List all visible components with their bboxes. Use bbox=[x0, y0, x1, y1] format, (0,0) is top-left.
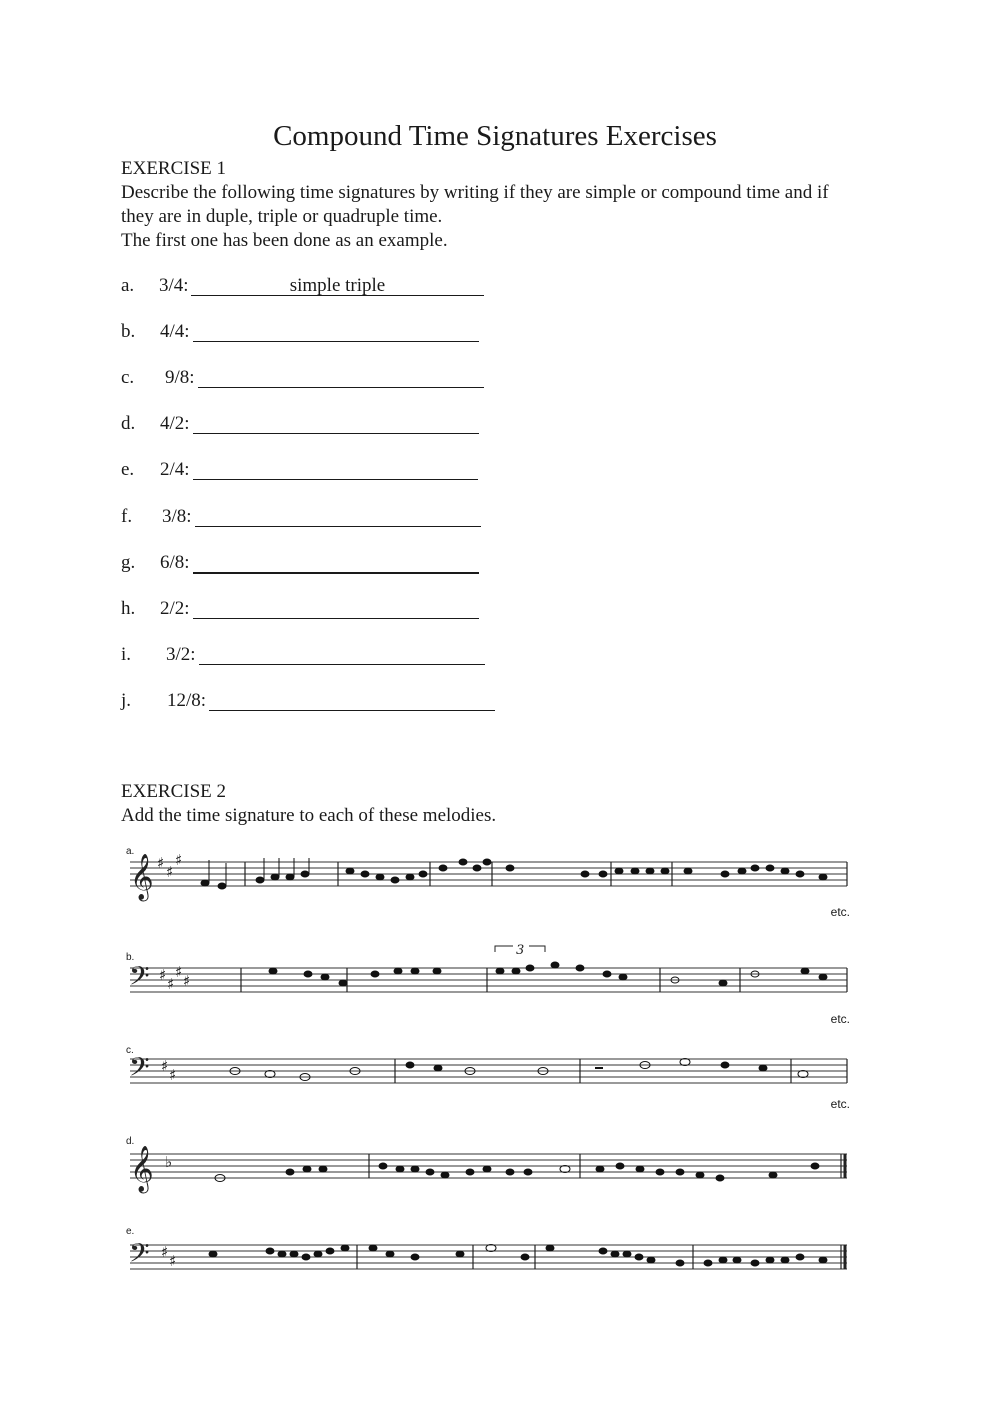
svg-text:♯: ♯ bbox=[166, 863, 174, 881]
question-letter: c. bbox=[121, 367, 135, 388]
question-letter: j. bbox=[121, 690, 132, 711]
key-signature-icon bbox=[161, 1243, 176, 1270]
answer-field[interactable] bbox=[199, 643, 485, 665]
question-letter: b. bbox=[121, 321, 136, 342]
question-letter: g. bbox=[121, 552, 136, 573]
svg-text:♯: ♯ bbox=[175, 851, 183, 869]
page-title: Compound Time Signatures Exercises bbox=[273, 120, 717, 152]
bass-clef-icon: 𝄢 bbox=[129, 960, 150, 998]
answer-field[interactable] bbox=[193, 551, 479, 574]
melody-a bbox=[125, 846, 850, 922]
melody-label: e. bbox=[126, 1226, 135, 1237]
question-letter: e. bbox=[121, 459, 135, 480]
key-signature-icon: ♭ bbox=[165, 1153, 173, 1171]
svg-text:♯: ♯ bbox=[157, 854, 165, 872]
treble-clef-icon: 𝄞 bbox=[130, 854, 154, 900]
treble-clef-icon: 𝄞 bbox=[130, 1146, 154, 1192]
time-signature: 4/4: bbox=[160, 321, 190, 342]
time-signature: 2/4: bbox=[160, 459, 190, 480]
svg-text:♯: ♯ bbox=[161, 1243, 169, 1261]
question-letter: h. bbox=[121, 598, 136, 619]
exercise-2-instruction: Add the time signature to each of these melodies. bbox=[121, 805, 497, 826]
question-letter: i. bbox=[121, 644, 132, 665]
time-signature: 3/4: bbox=[159, 275, 189, 296]
answer-field[interactable] bbox=[209, 689, 495, 711]
melody-e bbox=[125, 1222, 850, 1292]
melody-c-staff bbox=[125, 1043, 850, 1103]
time-signature: 2/2: bbox=[160, 598, 190, 619]
melody-c bbox=[125, 1043, 850, 1111]
bass-clef-icon: 𝄢 bbox=[129, 1237, 150, 1275]
time-signature: 4/2: bbox=[160, 413, 190, 434]
answer-field[interactable] bbox=[198, 366, 484, 388]
melody-a-staff bbox=[125, 850, 850, 910]
key-signature-icon bbox=[161, 1057, 176, 1084]
answer-field[interactable] bbox=[193, 458, 478, 480]
time-signature: 9/8: bbox=[165, 367, 195, 388]
answer-field[interactable]: simple triple bbox=[191, 274, 484, 296]
melody-label: a. bbox=[126, 846, 135, 857]
melody-e-staff bbox=[125, 1222, 850, 1290]
bass-clef-icon: 𝄢 bbox=[129, 1051, 150, 1089]
exercise-1-instruction-line-3: The first one has been done as an example. bbox=[121, 230, 448, 251]
svg-text:♯: ♯ bbox=[169, 1252, 177, 1270]
answer-field[interactable] bbox=[193, 597, 479, 619]
svg-text:♯: ♯ bbox=[169, 1066, 177, 1084]
svg-text:♯: ♯ bbox=[159, 966, 167, 984]
time-signature: 6/8: bbox=[160, 552, 190, 573]
question-letter: d. bbox=[121, 413, 136, 434]
exercise-1-heading: EXERCISE 1 bbox=[121, 158, 227, 179]
question-letter: a. bbox=[121, 275, 135, 296]
melody-d bbox=[125, 1130, 850, 1195]
svg-text:♯: ♯ bbox=[175, 963, 183, 981]
exercise-1-instruction-line-2: they are in duple, triple or quadruple time. bbox=[121, 206, 443, 227]
etc-label: etc. bbox=[830, 1012, 850, 1026]
time-signature: 3/8: bbox=[162, 506, 192, 527]
exercise-1-instruction-line-1: Describe the following time signatures by writing if they are simple or compound time and if bbox=[121, 182, 829, 203]
svg-text:♯: ♯ bbox=[167, 975, 175, 993]
svg-text:♯: ♯ bbox=[183, 972, 191, 990]
melody-b-staff bbox=[125, 943, 850, 1016]
exercise-2-heading: EXERCISE 2 bbox=[121, 781, 227, 802]
svg-text:♯: ♯ bbox=[161, 1057, 169, 1075]
answer-field[interactable] bbox=[193, 412, 479, 434]
time-signature: 3/2: bbox=[166, 644, 196, 665]
melody-label: d. bbox=[126, 1136, 135, 1147]
etc-label: etc. bbox=[830, 905, 850, 919]
answer-field[interactable] bbox=[195, 505, 481, 527]
melody-b bbox=[125, 943, 850, 1026]
etc-label: etc. bbox=[830, 1097, 850, 1111]
time-signature: 12/8: bbox=[167, 690, 207, 711]
answer-field[interactable] bbox=[193, 320, 479, 342]
melody-label: c. bbox=[126, 1045, 134, 1056]
key-signature-icon bbox=[157, 851, 182, 881]
melody-d-staff bbox=[125, 1130, 850, 1195]
question-letter: f. bbox=[121, 506, 133, 527]
triplet-mark: 3 bbox=[516, 943, 525, 958]
melody-label: b. bbox=[126, 952, 135, 963]
